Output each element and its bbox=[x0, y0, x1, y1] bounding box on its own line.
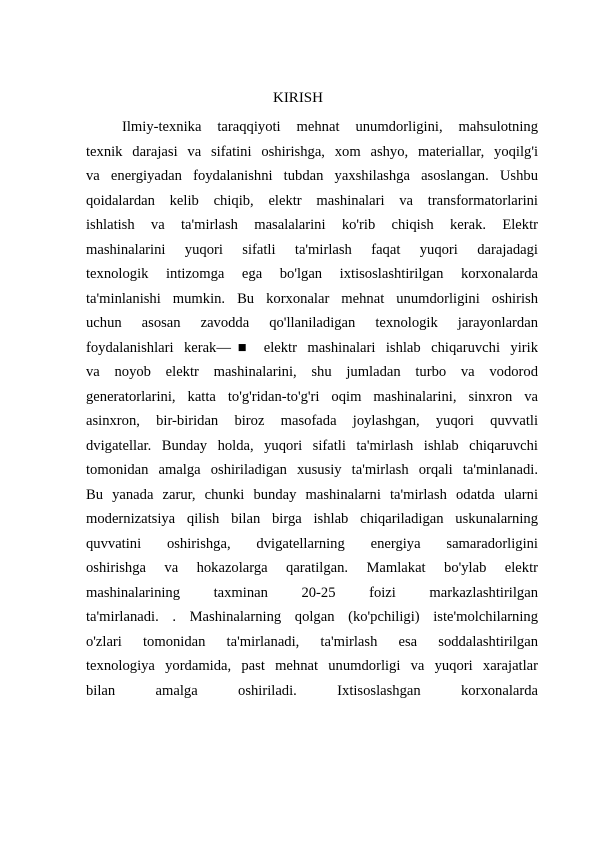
text-line: Ilmiy-texnika taraqqiyoti mehnat unumdorligini, mahsulotning bbox=[122, 119, 538, 135]
text-line: va energiyadan foydalanishni tubdan yaxshilashga asoslangan. Ushbu bbox=[86, 168, 538, 184]
text-line: Bu yanada zarur, chunki bunday mashinalarni ta'mirlash odatda ularni bbox=[86, 486, 538, 503]
text-line: modernizatsiya qilish bilan birga ishlab chiqariladigan uskunalarning bbox=[86, 511, 538, 527]
text-line: dvigatellar. Bunday holda, yuqori sifatli ta'mirlash ishlab chiqaruvchi bbox=[86, 437, 538, 454]
text-line: foydalanishlari kerak—■ elektr mashinalari ishlab chiqaruvchi yirik bbox=[86, 339, 538, 356]
text-line: oshirishga va hokazolarga qaratilgan. Mamlakat bo'ylab elektr bbox=[86, 560, 538, 576]
text-line: mashinalarining taxminan 20-25 foizi markazlashtirilgan bbox=[86, 584, 538, 601]
text-line: o'zlari tomonidan ta'mirlanadi, ta'mirlash esa soddalashtirilgan bbox=[86, 633, 538, 650]
text-line: uchun asosan zavodda qo'llaniladigan texnologik jarayonlardan bbox=[86, 315, 538, 331]
text-line: texnik darajasi va sifatini oshirishga, xom ashyo, materiallar, yoqilg'i bbox=[86, 143, 538, 160]
text-line: va noyob elektr mashinalarini, shu jumladan turbo va vodorod bbox=[86, 364, 538, 380]
text-line: texnologiya yordamida, past mehnat unumdorligi va yuqori xarajatlar bbox=[86, 658, 538, 674]
body-paragraph bbox=[86, 115, 538, 703]
text-line: bilan amalga oshiriladi. Ixtisoslashgan korxonalarda bbox=[86, 682, 538, 699]
text-line: mashinalarini yuqori sifatli ta'mirlash faqat yuqori darajadagi bbox=[86, 241, 538, 258]
text-line: quvvatini oshirishga, dvigatellarning energiya samaradorligini bbox=[86, 535, 538, 552]
text-line: texnologik intizomga ega bo'lgan ixtisoslashtirilgan korxonalarda bbox=[86, 266, 538, 282]
text-line: ta'mirlanadi. . Mashinalarning qolgan (ko'pchiligi) iste'molchilarning bbox=[86, 609, 538, 625]
text-line: asinxron, bir-biridan biroz masofada joylashgan, yuqori quvvatli bbox=[86, 413, 538, 429]
text-line: tomonidan amalga oshiriladigan xususiy ta'mirlash orqali ta'minlanadi. bbox=[86, 462, 538, 478]
text-line: qoidalardan kelib chiqib, elektr mashinalari va transformatorlarini bbox=[86, 192, 538, 209]
page-title: KIRISH bbox=[272, 90, 323, 106]
text-line: ishlatish va ta'mirlash masalalarini ko'rib chiqish kerak. Elektr bbox=[86, 217, 538, 233]
text-line: ta'minlanishi mumkin. Bu korxonalar mehnat unumdorligini oshirish bbox=[86, 290, 538, 307]
text-line: generatorlarini, katta to'g'ridan-to'g'ri oqim mashinalarini, sinxron va bbox=[86, 388, 538, 405]
